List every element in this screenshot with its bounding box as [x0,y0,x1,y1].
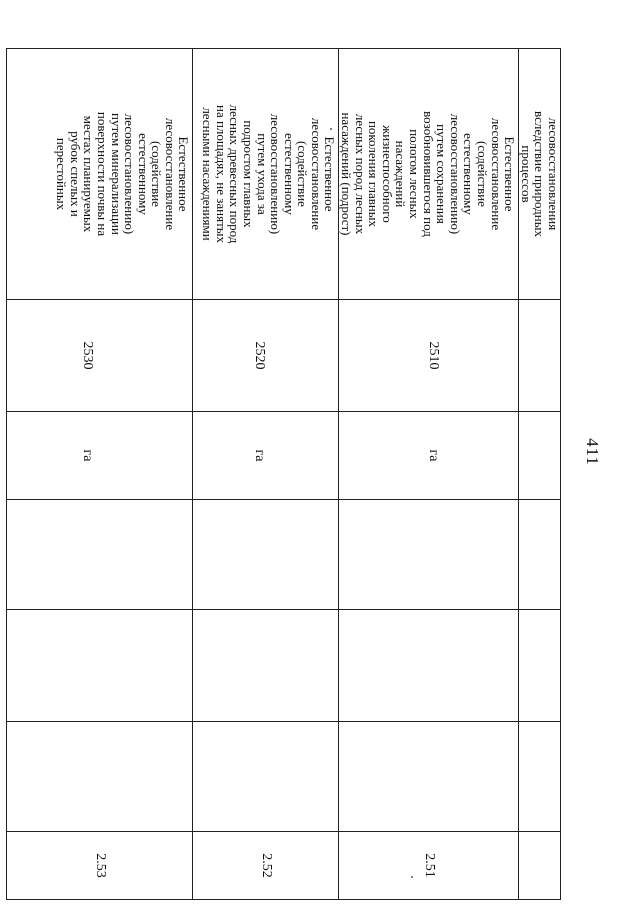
description-line: возобновившегося под [420,111,436,237]
description-text [519,49,560,299]
description-text [340,49,519,299]
number-cell [193,832,339,900]
description-line: путем минерализации [108,113,124,235]
value-cell [339,610,519,722]
description-line: лесных древесных пород [227,104,243,244]
code-value: 2510 [426,341,442,370]
description-line: вследствие природных [532,111,548,237]
value-cell [7,500,193,610]
row-number: 2.52 [258,853,274,878]
description-line: Естественное [322,136,338,212]
row-number: 2.53 [92,853,108,878]
value-cell [519,722,561,832]
value-cell [7,610,193,722]
description-line: лесовосстановлению) [447,113,463,235]
description-line: лесовосстановлению) [122,113,138,235]
description-line: Естественное [502,136,518,212]
description-line: насаждений [393,140,409,208]
description-line: подростом главных [240,120,256,228]
description-line: естественному [461,133,477,215]
unit-cell [7,412,193,500]
description-line: насаждений (подрост) [339,112,355,236]
code-value: 2530 [80,341,96,370]
description-text [55,49,193,299]
description-line: местах планируемых [81,115,97,233]
code-cell [339,300,519,412]
description-line: естественному [135,133,151,215]
description-line: перестойных [54,137,70,211]
unit-value: га [252,449,268,462]
description-line: жизнеспособного [379,125,395,223]
description-cell [339,49,519,300]
description-line: Естественное [176,136,192,212]
code-cell [193,300,339,412]
data-table [7,48,562,900]
description-line: (содействие [295,141,311,207]
unit-value: га [80,449,96,462]
unit-cell [193,412,339,500]
value-cell [519,500,561,610]
description-cell [7,49,193,300]
description-line: поколения главных [366,120,382,228]
description-text [201,49,339,299]
number-cell [7,832,193,900]
value-cell [193,610,339,722]
description-line: естественному [281,133,297,215]
value-cell [339,500,519,610]
code-value: 2520 [252,341,268,370]
value-cell [339,722,519,832]
description-line: путем сохранения [434,124,450,224]
unit-value: га [426,449,442,462]
description-line: лесовосстановление [308,117,324,231]
description-line: лесовосстановление [162,117,178,231]
value-cell [7,722,193,832]
description-line: лесных пород лесных [352,113,368,235]
code-cell [519,300,561,412]
row-number: 2.51 [421,853,437,878]
description-line: рубок спелых и [67,131,83,217]
description-cell [193,49,339,300]
description-line: поверхности почвы на [94,111,110,237]
table-row [193,49,339,900]
table-row [339,49,519,900]
description-line: лесными насаждениями [200,107,216,241]
unit-cell [519,412,561,500]
description-line: пологом лесных [407,129,423,219]
page-number: 411 [583,438,602,466]
value-cell [193,500,339,610]
description-line: (содействие [149,141,165,207]
description-line: (содействие [475,141,491,207]
description-line: лесовосстановлению) [268,113,284,235]
table-row [7,49,193,900]
description-line: лесовосстановления [546,117,561,231]
description-line: лесовосстановление [488,117,504,231]
scan-speck [330,128,332,130]
value-cell [193,722,339,832]
value-cell [519,610,561,722]
description-line: на площадях, не занятых [213,104,229,244]
code-cell [7,300,193,412]
table-row-continuation [519,49,561,900]
number-cell [339,832,519,900]
value-cell [519,832,561,900]
description-line: процессов [518,145,534,203]
unit-cell [339,412,519,500]
description-line: путем ухода за [254,133,270,215]
description-cell [519,49,561,300]
table-wrapper [43,48,561,899]
scan-speck [411,876,413,878]
